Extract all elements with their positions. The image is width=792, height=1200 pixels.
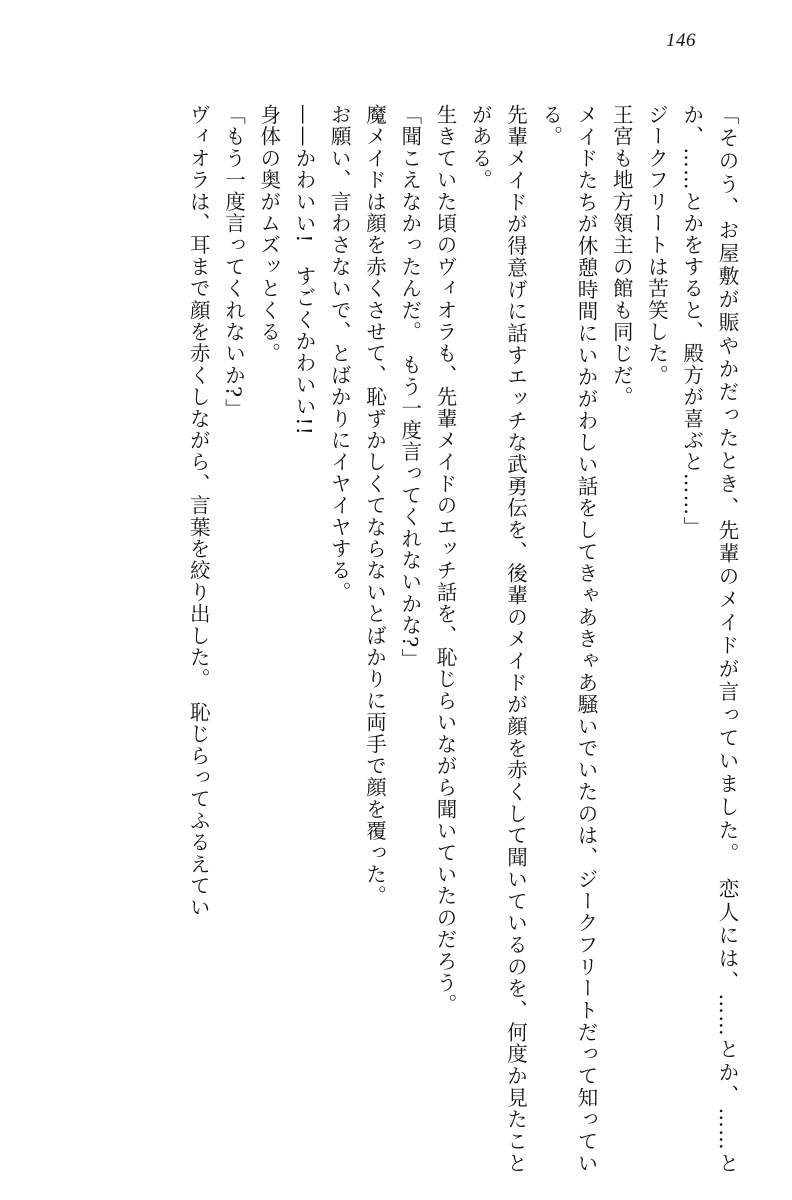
paragraph: 「そのう、お屋敷が賑やかだったとき、先輩のメイドが言っていました。 恋人には、……とか、……とか、……とかをすると、殿方が喜ぶと……」: [679, 104, 739, 1174]
paragraph: 「聞こえなかったんだ。 もう一度言ってくれないかな?」: [397, 104, 422, 671]
paragraph: 「もう一度言ってくれないか?」: [221, 104, 246, 420]
page-number: 146: [666, 30, 696, 51]
paragraph: 身体の奥がムズッとくる。: [256, 104, 281, 365]
vertical-text-body: [44, 104, 744, 1174]
paragraph: ヴィオラは、耳まで顔を赤くしながら、言葉を絞り出した。 恥じらってふるえてい: [186, 104, 211, 919]
paragraph: お願い、言わさないで、とばかりにイヤイヤする。: [327, 104, 352, 604]
paragraph: 王宮も地方領主の館も同じだ。: [609, 104, 634, 408]
paragraph: ジークフリートは苦笑した。: [644, 104, 669, 387]
paragraph: メイドたちが休憩時間にいかがわしい話をしてきゃあきゃあ騒いでいたのは、ジークフリートだって知っている。: [538, 104, 598, 1174]
paragraph: 先輩メイドが得意げに話すエッチな武勇伝を、後輩のメイドが顔を赤くして聞いているのを、何度か見たことがある。: [468, 104, 528, 1174]
paragraph: 魔メイドは顔を赤くさせて、恥ずかしくてならないとばかりに両手で顔を覆った。: [362, 104, 387, 907]
paragraph: ——かわいい! すごくかわいい!!: [292, 104, 316, 437]
paragraph: 生きていた頃のヴィオラも、先輩メイドのエッチ話を、恥じらいながら聞いていたのだろう。: [433, 104, 457, 1016]
